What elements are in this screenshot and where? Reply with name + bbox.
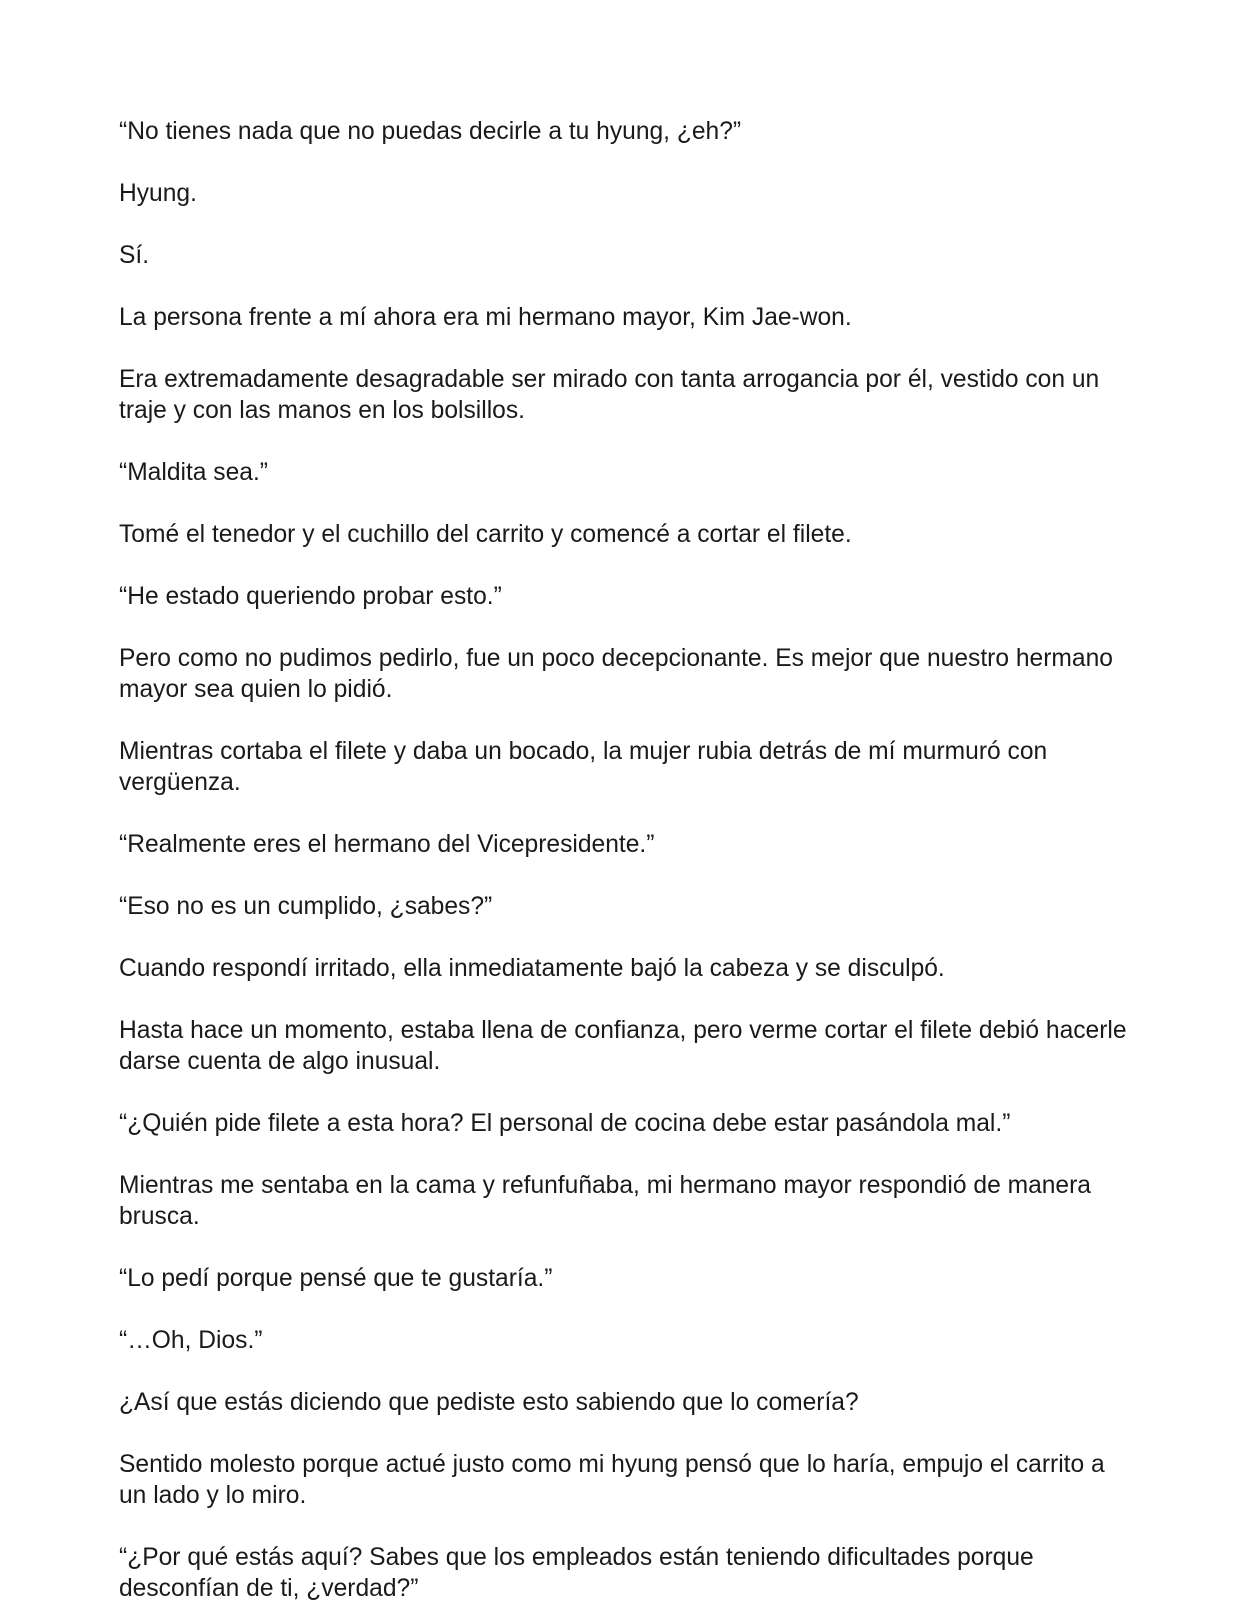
paragraph: “¿Quién pide filete a esta hora? El personal de cocina debe estar pasándola mal.” [119,1110,1011,1137]
paragraph: La persona frente a mí ahora era mi hermano mayor, Kim Jae-won. [119,304,852,331]
paragraph: Tomé el tenedor y el cuchillo del carrito y comencé a cortar el filete. [119,521,852,548]
paragraph: “Eso no es un cumplido, ¿sabes?” [119,893,493,920]
paragraph: Mientras cortaba el filete y daba un bocado, la mujer rubia detrás de mí murmuró con vergüenza. [119,738,1048,796]
paragraph: Hasta hace un momento, estaba llena de confianza, pero verme cortar el filete debió hacerle darse cuenta de algo inusual. [119,1017,1127,1075]
paragraph: Sí. [119,242,150,269]
paragraph: Hyung. [119,180,197,207]
paragraph: Mientras me sentaba en la cama y refunfuñaba, mi hermano mayor respondió de manera brusca. [119,1172,1091,1230]
paragraph: “…Oh, Dios.” [119,1327,263,1354]
paragraph: ¿Así que estás diciendo que pediste esto sabiendo que lo comería? [119,1389,859,1416]
document-body [119,116,1129,1617]
paragraph: Cuando respondí irritado, ella inmediatamente bajó la cabeza y se disculpó. [119,955,945,982]
paragraph: Era extremadamente desagradable ser mirado con tanta arrogancia por él, vestido con un traje y con las manos en los bolsillos. [119,366,1100,424]
paragraph: “Maldita sea.” [119,459,268,486]
paragraph: “No tienes nada que no puedas decirle a tu hyung, ¿eh?” [119,118,742,145]
paragraph: “¿Por qué estás aquí? Sabes que los empleados están teniendo dificultades porque desconfían de ti, ¿verdad?” [119,1544,1034,1602]
paragraph: Sentido molesto porque actué justo como mi hyung pensó que lo haría, empujo el carrito a un lado y lo miro. [119,1451,1105,1509]
paragraph: Pero como no pudimos pedirlo, fue un poco decepcionante. Es mejor que nuestro hermano mayor sea quien lo pidió. [119,645,1113,703]
paragraph: “Realmente eres el hermano del Vicepresidente.” [119,831,655,858]
paragraph: “He estado queriendo probar esto.” [119,583,502,610]
paragraph: “Lo pedí porque pensé que te gustaría.” [119,1265,553,1292]
